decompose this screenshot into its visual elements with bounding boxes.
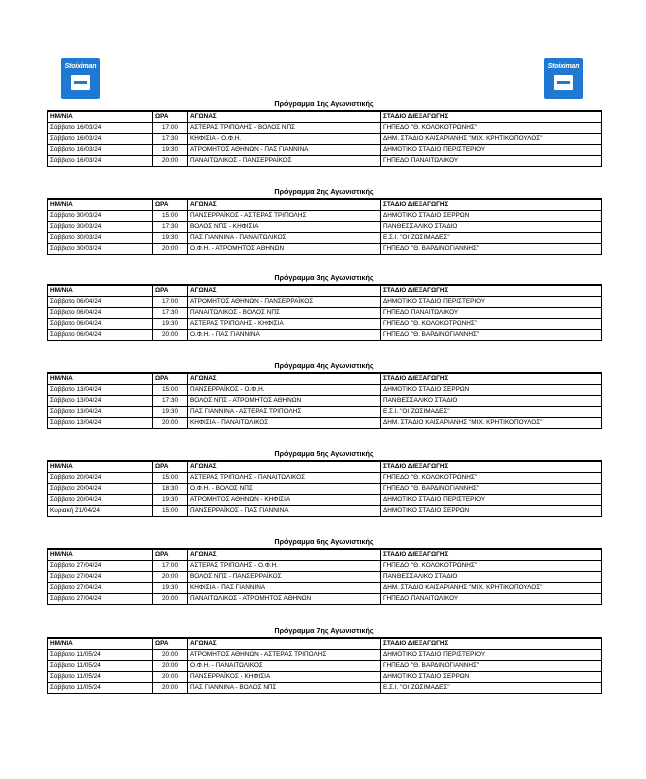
cell-date: Σάββατο 11/05/24: [48, 683, 153, 694]
cell-time: 15:00: [153, 385, 188, 396]
header-time: ΩΡΑ: [153, 461, 188, 473]
cell-venue: ΔΗΜΟΤΙΚΟ ΣΤΑΔΙΟ ΣΕΡΡΩΝ: [381, 211, 602, 222]
table-row: [48, 222, 602, 233]
cell-time: 20:00: [153, 418, 188, 429]
header-time: ΩΡΑ: [153, 111, 188, 123]
cell-date: Σάββατο 27/04/24: [48, 594, 153, 605]
round-title: Πρόγραμμα 3ης Αγωνιστικής: [274, 273, 374, 282]
logo-text: Stoiximan: [64, 63, 97, 70]
round-section: [47, 535, 601, 605]
cell-venue: ΠΑΝΘΕΣΣΑΛΙΚΟ ΣΤΑΔΙΟ: [381, 222, 602, 233]
cell-date: Σάββατο 06/04/24: [48, 330, 153, 341]
cell-venue: ΔΗΜΟΤΙΚΟ ΣΤΑΔΙΟ ΠΕΡΙΣΤΕΡΙΟΥ: [381, 650, 602, 661]
cell-date: Σάββατο 27/04/24: [48, 572, 153, 583]
cell-time: 17:30: [153, 222, 188, 233]
fixtures-table: [47, 460, 602, 517]
header-date: ΗΜ/ΝΙΑ: [48, 111, 153, 123]
cell-match: ΠΑΝΣΕΡΡΑΪΚΟΣ - ΠΑΣ ΓΙΑΝΝΙΝΑ: [188, 506, 381, 517]
header-time: ΩΡΑ: [153, 285, 188, 297]
header-venue: ΣΤΑΔΙΟ ΔΙΕΞΑΓΩΓΗΣ: [381, 461, 602, 473]
round-title: Πρόγραμμα 2ης Αγωνιστικής: [274, 187, 374, 196]
header-date: ΗΜ/ΝΙΑ: [48, 638, 153, 650]
cell-venue: ΓΗΠΕΔΟ "Θ. ΚΟΛΟΚΟΤΡΩΝΗΣ": [381, 123, 602, 134]
fixtures-table: [47, 548, 602, 605]
cell-time: 15:00: [153, 211, 188, 222]
header-date: ΗΜ/ΝΙΑ: [48, 373, 153, 385]
cell-date: Σάββατο 30/03/24: [48, 222, 153, 233]
cell-date: Σάββατο 16/03/24: [48, 145, 153, 156]
header-match: ΑΓΩΝΑΣ: [188, 199, 381, 211]
header-match: ΑΓΩΝΑΣ: [188, 461, 381, 473]
cell-time: 17:30: [153, 396, 188, 407]
cell-match: Ο.Φ.Η. - ΠΑΝΑΙΤΩΛΙΚΟΣ: [188, 661, 381, 672]
table-row: [48, 123, 602, 134]
cell-time: 17:00: [153, 561, 188, 572]
cell-match: ΠΑΣ ΓΙΑΝΝΙΝΑ - ΒΟΛΟΣ ΝΠΣ: [188, 683, 381, 694]
cell-time: 20:00: [153, 244, 188, 255]
header-date: ΗΜ/ΝΙΑ: [48, 549, 153, 561]
round-section: [47, 185, 601, 255]
header-date: ΗΜ/ΝΙΑ: [48, 285, 153, 297]
cell-date: Σάββατο 11/05/24: [48, 650, 153, 661]
cell-match: ΑΣΤΕΡΑΣ ΤΡΙΠΟΛΗΣ - ΒΟΛΟΣ ΝΠΣ: [188, 123, 381, 134]
header-time: ΩΡΑ: [153, 199, 188, 211]
cell-date: Σάββατο 13/04/24: [48, 418, 153, 429]
table-row: [48, 145, 602, 156]
cell-date: Σάββατο 16/03/24: [48, 134, 153, 145]
cell-venue: ΔΗΜΟΤΙΚΟ ΣΤΑΔΙΟ ΠΕΡΙΣΤΕΡΙΟΥ: [381, 495, 602, 506]
header-date: ΗΜ/ΝΙΑ: [48, 461, 153, 473]
cell-venue: ΔΗΜ. ΣΤΑΔΙΟ ΚΑΙΣΑΡΙΑΝΗΣ "ΜΙΧ. ΚΡΗΤΙΚΟΠΟΥΛΟΣ": [381, 583, 602, 594]
cell-venue: Ε.Σ.Ι. "ΟΙ ΖΩΣΙΜΑΔΕΣ": [381, 683, 602, 694]
cell-venue: ΔΗΜΟΤΙΚΟ ΣΤΑΔΙΟ ΣΕΡΡΩΝ: [381, 672, 602, 683]
table-row: [48, 594, 602, 605]
cell-date: Σάββατο 13/04/24: [48, 396, 153, 407]
cell-match: ΠΑΝΣΕΡΡΑΪΚΟΣ - Ο.Φ.Η.: [188, 385, 381, 396]
cell-venue: ΓΗΠΕΔΟ "Θ. ΚΟΛΟΚΟΤΡΩΝΗΣ": [381, 561, 602, 572]
cell-date: Σάββατο 11/05/24: [48, 672, 153, 683]
cell-date: Σάββατο 27/04/24: [48, 561, 153, 572]
fixtures-table: [47, 198, 602, 255]
cell-venue: ΔΗΜΟΤΙΚΟ ΣΤΑΔΙΟ ΣΕΡΡΩΝ: [381, 506, 602, 517]
round-section: [47, 359, 601, 429]
cell-venue: ΓΗΠΕΔΟ "Θ. ΒΑΡΔΙΝΟΓΙΑΝΝΗΣ": [381, 244, 602, 255]
cell-date: Σάββατο 20/04/24: [48, 495, 153, 506]
cell-time: 15:00: [153, 473, 188, 484]
cell-venue: ΔΗΜ. ΣΤΑΔΙΟ ΚΑΙΣΑΡΙΑΝΗΣ "ΜΙΧ. ΚΡΗΤΙΚΟΠΟΥΛΟΣ": [381, 418, 602, 429]
cell-date: Σάββατο 06/04/24: [48, 308, 153, 319]
table-header-row: [48, 285, 602, 297]
cell-match: ΑΤΡΟΜΗΤΟΣ ΑΘΗΝΩΝ - ΑΣΤΕΡΑΣ ΤΡΙΠΟΛΗΣ: [188, 650, 381, 661]
table-row: [48, 672, 602, 683]
cell-match: ΠΑΝΣΕΡΡΑΪΚΟΣ - ΑΣΤΕΡΑΣ ΤΡΙΠΟΛΗΣ: [188, 211, 381, 222]
header-match: ΑΓΩΝΑΣ: [188, 638, 381, 650]
cell-time: 20:00: [153, 661, 188, 672]
cell-match: ΠΑΣ ΓΙΑΝΝΙΝΑ - ΑΣΤΕΡΑΣ ΤΡΙΠΟΛΗΣ: [188, 407, 381, 418]
round-title: Πρόγραμμα 4ης Αγωνιστικής: [274, 361, 374, 370]
cell-time: 19:30: [153, 583, 188, 594]
cell-date: Σάββατο 06/04/24: [48, 319, 153, 330]
table-row: [48, 484, 602, 495]
cell-date: Σάββατο 13/04/24: [48, 407, 153, 418]
badge-icon: [71, 75, 90, 90]
table-row: [48, 297, 602, 308]
table-row: [48, 330, 602, 341]
table-header-row: [48, 549, 602, 561]
cell-time: 20:00: [153, 672, 188, 683]
cell-date: Σάββατο 13/04/24: [48, 385, 153, 396]
cell-time: 19:30: [153, 233, 188, 244]
logo-text: Stoiximan: [547, 63, 580, 70]
header-venue: ΣΤΑΔΙΟ ΔΙΕΞΑΓΩΓΗΣ: [381, 111, 602, 123]
badge-icon: [554, 75, 573, 90]
table-row: [48, 661, 602, 672]
cell-date: Σάββατο 30/03/24: [48, 211, 153, 222]
table-row: [48, 583, 602, 594]
cell-match: Ο.Φ.Η. - ΑΤΡΟΜΗΤΟΣ ΑΘΗΝΩΝ: [188, 244, 381, 255]
cell-venue: ΓΗΠΕΔΟ "Θ. ΒΑΡΔΙΝΟΓΙΑΝΝΗΣ": [381, 484, 602, 495]
cell-match: Ο.Φ.Η. - ΒΟΛΟΣ ΝΠΣ: [188, 484, 381, 495]
cell-match: ΑΤΡΟΜΗΤΟΣ ΑΘΗΝΩΝ - ΠΑΝΣΕΡΡΑΪΚΟΣ: [188, 297, 381, 308]
header-match: ΑΓΩΝΑΣ: [188, 285, 381, 297]
header-venue: ΣΤΑΔΙΟ ΔΙΕΞΑΓΩΓΗΣ: [381, 373, 602, 385]
cell-date: Σάββατο 11/05/24: [48, 661, 153, 672]
cell-match: ΑΣΤΕΡΑΣ ΤΡΙΠΟΛΗΣ - Ο.Φ.Η.: [188, 561, 381, 572]
cell-match: ΠΑΝΣΕΡΡΑΪΚΟΣ - ΚΗΦΙΣΙΑ: [188, 672, 381, 683]
cell-match: ΑΤΡΟΜΗΤΟΣ ΑΘΗΝΩΝ - ΠΑΣ ΓΙΑΝΝΙΝΑ: [188, 145, 381, 156]
table-row: [48, 156, 602, 167]
cell-time: 19:30: [153, 145, 188, 156]
cell-date: Σάββατο 27/04/24: [48, 583, 153, 594]
table-row: [48, 572, 602, 583]
round-section: [47, 624, 601, 694]
header-time: ΩΡΑ: [153, 549, 188, 561]
header-match: ΑΓΩΝΑΣ: [188, 111, 381, 123]
stoiximan-logo-left: [61, 58, 100, 99]
cell-match: ΚΗΦΙΣΙΑ - Ο.Φ.Η.: [188, 134, 381, 145]
cell-venue: ΓΗΠΕΔΟ "Θ. ΒΑΡΔΙΝΟΓΙΑΝΝΗΣ": [381, 661, 602, 672]
header-venue: ΣΤΑΔΙΟ ΔΙΕΞΑΓΩΓΗΣ: [381, 549, 602, 561]
cell-date: Σάββατο 20/04/24: [48, 484, 153, 495]
cell-venue: ΔΗΜΟΤΙΚΟ ΣΤΑΔΙΟ ΣΕΡΡΩΝ: [381, 385, 602, 396]
cell-venue: ΓΗΠΕΔΟ ΠΑΝΑΙΤΩΛΙΚΟΥ: [381, 308, 602, 319]
cell-match: ΠΑΣ ΓΙΑΝΝΙΝΑ - ΠΑΝΑΙΤΩΛΙΚΟΣ: [188, 233, 381, 244]
table-row: [48, 495, 602, 506]
table-header-row: [48, 199, 602, 211]
cell-date: Σάββατο 16/03/24: [48, 156, 153, 167]
cell-time: 20:00: [153, 594, 188, 605]
cell-venue: ΓΗΠΕΔΟ "Θ. ΚΟΛΟΚΟΤΡΩΝΗΣ": [381, 319, 602, 330]
cell-venue: ΓΗΠΕΔΟ ΠΑΝΑΙΤΩΛΙΚΟΥ: [381, 156, 602, 167]
round-title: Πρόγραμμα 6ης Αγωνιστικής: [274, 537, 374, 546]
header-time: ΩΡΑ: [153, 373, 188, 385]
cell-venue: ΔΗΜΟΤΙΚΟ ΣΤΑΔΙΟ ΠΕΡΙΣΤΕΡΙΟΥ: [381, 297, 602, 308]
cell-venue: ΔΗΜ. ΣΤΑΔΙΟ ΚΑΙΣΑΡΙΑΝΗΣ "ΜΙΧ. ΚΡΗΤΙΚΟΠΟΥΛΟΣ": [381, 134, 602, 145]
round-section: [47, 97, 601, 167]
cell-match: ΚΗΦΙΣΙΑ - ΠΑΝΑΙΤΩΛΙΚΟΣ: [188, 418, 381, 429]
round-section: [47, 447, 601, 517]
cell-time: 20:00: [153, 650, 188, 661]
cell-time: 20:00: [153, 156, 188, 167]
table-row: [48, 683, 602, 694]
table-header-row: [48, 373, 602, 385]
cell-match: Ο.Φ.Η. - ΠΑΣ ΓΙΑΝΝΙΝΑ: [188, 330, 381, 341]
round-title: Πρόγραμμα 1ης Αγωνιστικής: [274, 99, 374, 108]
cell-venue: ΓΗΠΕΔΟ "Θ. ΒΑΡΔΙΝΟΓΙΑΝΝΗΣ": [381, 330, 602, 341]
cell-date: Σάββατο 20/04/24: [48, 473, 153, 484]
cell-venue: ΠΑΝΘΕΣΣΑΛΙΚΟ ΣΤΑΔΙΟ: [381, 572, 602, 583]
cell-time: 20:00: [153, 572, 188, 583]
table-row: [48, 233, 602, 244]
header-match: ΑΓΩΝΑΣ: [188, 549, 381, 561]
header-time: ΩΡΑ: [153, 638, 188, 650]
cell-venue: ΓΗΠΕΔΟ ΠΑΝΑΙΤΩΛΙΚΟΥ: [381, 594, 602, 605]
round-title: Πρόγραμμα 7ης Αγωνιστικής: [274, 626, 374, 635]
cell-time: 15:00: [153, 506, 188, 517]
header-date: ΗΜ/ΝΙΑ: [48, 199, 153, 211]
table-row: [48, 319, 602, 330]
cell-date: Σάββατο 30/03/24: [48, 233, 153, 244]
cell-match: ΑΣΤΕΡΑΣ ΤΡΙΠΟΛΗΣ - ΠΑΝΑΙΤΩΛΙΚΟΣ: [188, 473, 381, 484]
table-row: [48, 134, 602, 145]
table-row: [48, 396, 602, 407]
header-match: ΑΓΩΝΑΣ: [188, 373, 381, 385]
header-venue: ΣΤΑΔΙΟ ΔΙΕΞΑΓΩΓΗΣ: [381, 285, 602, 297]
cell-date: Σάββατο 06/04/24: [48, 297, 153, 308]
cell-match: ΑΤΡΟΜΗΤΟΣ ΑΘΗΝΩΝ - ΚΗΦΙΣΙΑ: [188, 495, 381, 506]
cell-match: ΒΟΛΟΣ ΝΠΣ - ΑΤΡΟΜΗΤΟΣ ΑΘΗΝΩΝ: [188, 396, 381, 407]
header-venue: ΣΤΑΔΙΟ ΔΙΕΞΑΓΩΓΗΣ: [381, 638, 602, 650]
table-row: [48, 385, 602, 396]
table-header-row: [48, 461, 602, 473]
cell-time: 17:30: [153, 308, 188, 319]
cell-venue: ΔΗΜΟΤΙΚΟ ΣΤΑΔΙΟ ΠΕΡΙΣΤΕΡΙΟΥ: [381, 145, 602, 156]
table-row: [48, 506, 602, 517]
round-section: [47, 271, 601, 341]
cell-time: 17:00: [153, 297, 188, 308]
cell-time: 20:00: [153, 683, 188, 694]
cell-venue: Ε.Σ.Ι. "ΟΙ ΖΩΣΙΜΑΔΕΣ": [381, 407, 602, 418]
table-row: [48, 308, 602, 319]
cell-time: 17:30: [153, 134, 188, 145]
table-row: [48, 244, 602, 255]
cell-time: 19:30: [153, 495, 188, 506]
cell-time: 17:00: [153, 123, 188, 134]
table-row: [48, 407, 602, 418]
cell-venue: ΠΑΝΘΕΣΣΑΛΙΚΟ ΣΤΑΔΙΟ: [381, 396, 602, 407]
header-venue: ΣΤΑΔΙΟ ΔΙΕΞΑΓΩΓΗΣ: [381, 199, 602, 211]
cell-match: ΑΣΤΕΡΑΣ ΤΡΙΠΟΛΗΣ - ΚΗΦΙΣΙΑ: [188, 319, 381, 330]
table-row: [48, 211, 602, 222]
cell-match: ΠΑΝΑΙΤΩΛΙΚΟΣ - ΒΟΛΟΣ ΝΠΣ: [188, 308, 381, 319]
cell-time: 20:00: [153, 330, 188, 341]
table-row: [48, 561, 602, 572]
fixtures-table: [47, 637, 602, 694]
cell-match: ΒΟΛΟΣ ΝΠΣ - ΠΑΝΣΕΡΡΑΪΚΟΣ: [188, 572, 381, 583]
cell-time: 19:30: [153, 407, 188, 418]
cell-match: ΒΟΛΟΣ ΝΠΣ - ΚΗΦΙΣΙΑ: [188, 222, 381, 233]
table-header-row: [48, 638, 602, 650]
table-row: [48, 418, 602, 429]
fixtures-table: [47, 284, 602, 341]
cell-venue: ΓΗΠΕΔΟ "Θ. ΚΟΛΟΚΟΤΡΩΝΗΣ": [381, 473, 602, 484]
cell-date: Κυριακή 21/04/24: [48, 506, 153, 517]
stoiximan-logo-right: [544, 58, 583, 99]
cell-match: ΠΑΝΑΙΤΩΛΙΚΟΣ - ΠΑΝΣΕΡΡΑΪΚΟΣ: [188, 156, 381, 167]
table-header-row: [48, 111, 602, 123]
table-row: [48, 473, 602, 484]
cell-date: Σάββατο 16/03/24: [48, 123, 153, 134]
cell-time: 19:30: [153, 319, 188, 330]
fixtures-table: [47, 372, 602, 429]
fixtures-table: [47, 110, 602, 167]
round-title: Πρόγραμμα 5ης Αγωνιστικής: [274, 449, 374, 458]
cell-match: ΠΑΝΑΙΤΩΛΙΚΟΣ - ΑΤΡΟΜΗΤΟΣ ΑΘΗΝΩΝ: [188, 594, 381, 605]
table-row: [48, 650, 602, 661]
cell-date: Σάββατο 30/03/24: [48, 244, 153, 255]
cell-time: 18:30: [153, 484, 188, 495]
cell-venue: Ε.Σ.Ι. "ΟΙ ΖΩΣΙΜΑΔΕΣ": [381, 233, 602, 244]
cell-match: ΚΗΦΙΣΙΑ - ΠΑΣ ΓΙΑΝΝΙΝΑ: [188, 583, 381, 594]
